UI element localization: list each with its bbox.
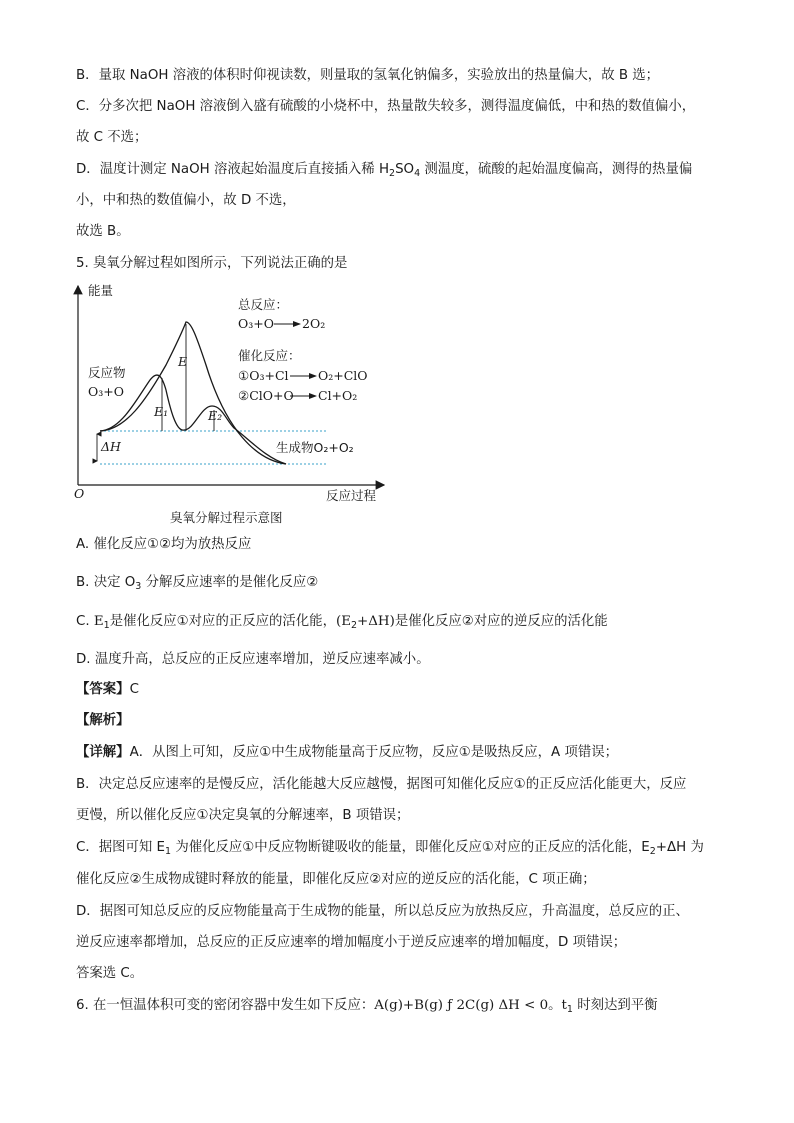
subscript: 4 (414, 168, 421, 179)
detail-a-text: A．从图上可知，反应①中生成物能量高于反应物，反应①是吸热反应，A 项错误； (129, 745, 619, 760)
final-answer: 答案选 C。 (76, 966, 144, 981)
total-reaction-title: 总反应： (238, 297, 289, 312)
subscript: 1 (103, 620, 110, 631)
detail-d-line2: 逆反应速率都增加，总反应的正反应速率的增加幅度小于逆反应速率的增加幅度，D 项错误； (76, 935, 627, 950)
prev-solution-c-line2: 故 C 不选； (76, 130, 148, 145)
product-label: 生成物O₂+O₂ (276, 440, 354, 455)
text-part: 6. 在一恒温体积可变的密闭容器中发生如下反应： (76, 998, 375, 1013)
text-part: 是催化反应②对应的逆反应的活化能 (394, 614, 608, 629)
answer-value: C (129, 682, 139, 697)
origin-label: O (74, 486, 85, 501)
e-label: E (178, 354, 188, 369)
prev-solution-d-line2: 小，中和热的数值偏小，故 D 不选， (76, 193, 296, 208)
text-part: 分解反应速率的是催化反应② (141, 575, 319, 590)
prev-solution-c-line1: C．分多次把 NaOH 溶液倒入盛有硫酸的小烧杯中，热量散失较多，测得温度偏低，中和热的数值偏小， (76, 99, 696, 114)
detail-c-line2: 催化反应②生成物成键时释放的能量，即催化反应②对应的逆反应的活化能，C 项正确； (76, 872, 596, 887)
subscript: 3 (135, 581, 142, 592)
reactant-formula: O₃+O (88, 384, 124, 399)
cat2-right: Cl+O₂ (318, 388, 358, 403)
prev-solution-conclusion: 故选 B。 (76, 224, 130, 239)
detail-c-line1 (76, 838, 734, 862)
detail-b-line1: B．决定总反应速率的是慢反应，活化能越大反应越慢，据图可知催化反应①的正反应活化能更大，反应 (76, 777, 687, 792)
subscript: 1 (165, 846, 172, 857)
energy-diagram-svg (66, 280, 396, 528)
reactant-label: 反应物 (88, 365, 126, 380)
analysis-tag (76, 711, 734, 731)
e1-label: E₁ (154, 404, 169, 419)
detail-d-line1: D．据图可知总反应的反应物能量高于生成物的能量，所以总反应为放热反应，升高温度，总反应的正、 (76, 904, 689, 919)
q6-equation: A(g)+B(g) ƒ 2C(g) ΔH < 0 (374, 998, 549, 1013)
cat1-right: O₂+ClO (318, 368, 368, 383)
cat1-left: ①O₃+Cl (238, 368, 289, 383)
analysis-tag-text: 【解析】 (76, 713, 130, 728)
x-axis-label: 反应过程 (326, 488, 377, 503)
text-part: +ΔH 为 (655, 840, 704, 855)
text-part: B. 决定 O (76, 575, 136, 590)
energy-diagram (66, 280, 396, 528)
q5-option-b (76, 573, 734, 597)
text-part: D．温度计测定 NaOH 溶液起始温度后直接插入稀 H (76, 162, 390, 177)
subscript: 1 (566, 1004, 573, 1015)
e2-label: E₂ (208, 408, 223, 423)
t-label: t (561, 998, 567, 1013)
detail-b-line2: 更慢，所以催化反应①决定臭氧的分解速率，B 项错误； (76, 808, 410, 823)
text-part: C. (76, 614, 94, 629)
cat2-left: ②ClO+O (238, 388, 294, 403)
subscript: 2 (350, 620, 358, 631)
text-part: SO (395, 162, 415, 177)
text-part: C．据图可知 E (76, 840, 166, 855)
answer-line (76, 680, 734, 700)
q5-stem: 5. 臭氧分解过程如图所示，下列说法正确的是 (76, 256, 348, 271)
total-reaction-left: O₃+O (238, 316, 274, 331)
y-axis-label: 能量 (88, 283, 114, 298)
text-part: 时刻达到平衡 (572, 998, 658, 1013)
total-reaction-right: 2O₂ (302, 316, 326, 331)
q5-option-d: D. 温度升高，总反应的正反应速率增加，逆反应速率减小。 (76, 652, 430, 667)
q5-option-a: A. 催化反应①②均为放热反应 (76, 537, 252, 552)
subscript: 2 (389, 168, 396, 179)
text-part: 。 (548, 998, 562, 1013)
answer-tag: 【答案】 (76, 682, 130, 697)
formula-e2-close: +ΔH) (357, 614, 395, 629)
q5-option-c (76, 612, 734, 636)
detail-tag: 【详解】 (76, 745, 130, 760)
subscript: 2 (649, 846, 656, 857)
figure-caption: 臭氧分解过程示意图 (170, 510, 283, 525)
prev-solution-d-line1 (76, 160, 734, 184)
text-part: 测温度，硫酸的起始温度偏高，测得的热量偏 (420, 162, 693, 177)
formula-e2-open: (E (335, 614, 351, 629)
detail-a (76, 743, 734, 763)
delta-h-label: ΔH (101, 439, 121, 454)
catalyzed-title: 催化反应： (238, 348, 301, 363)
text-part: 是催化反应①对应的正反应的活化能， (109, 614, 336, 629)
q6-stem (76, 996, 734, 1020)
formula-e1: E (93, 614, 104, 629)
prev-solution-b: B．量取 NaOH 溶液的体积时仰视读数，则量取的氢氧化钠偏多，实验放出的热量偏大，故 B 选； (76, 68, 660, 83)
text-part: 为催化反应①中反应物断键吸收的能量，即催化反应①对应的正反应的活化能，E (171, 840, 650, 855)
